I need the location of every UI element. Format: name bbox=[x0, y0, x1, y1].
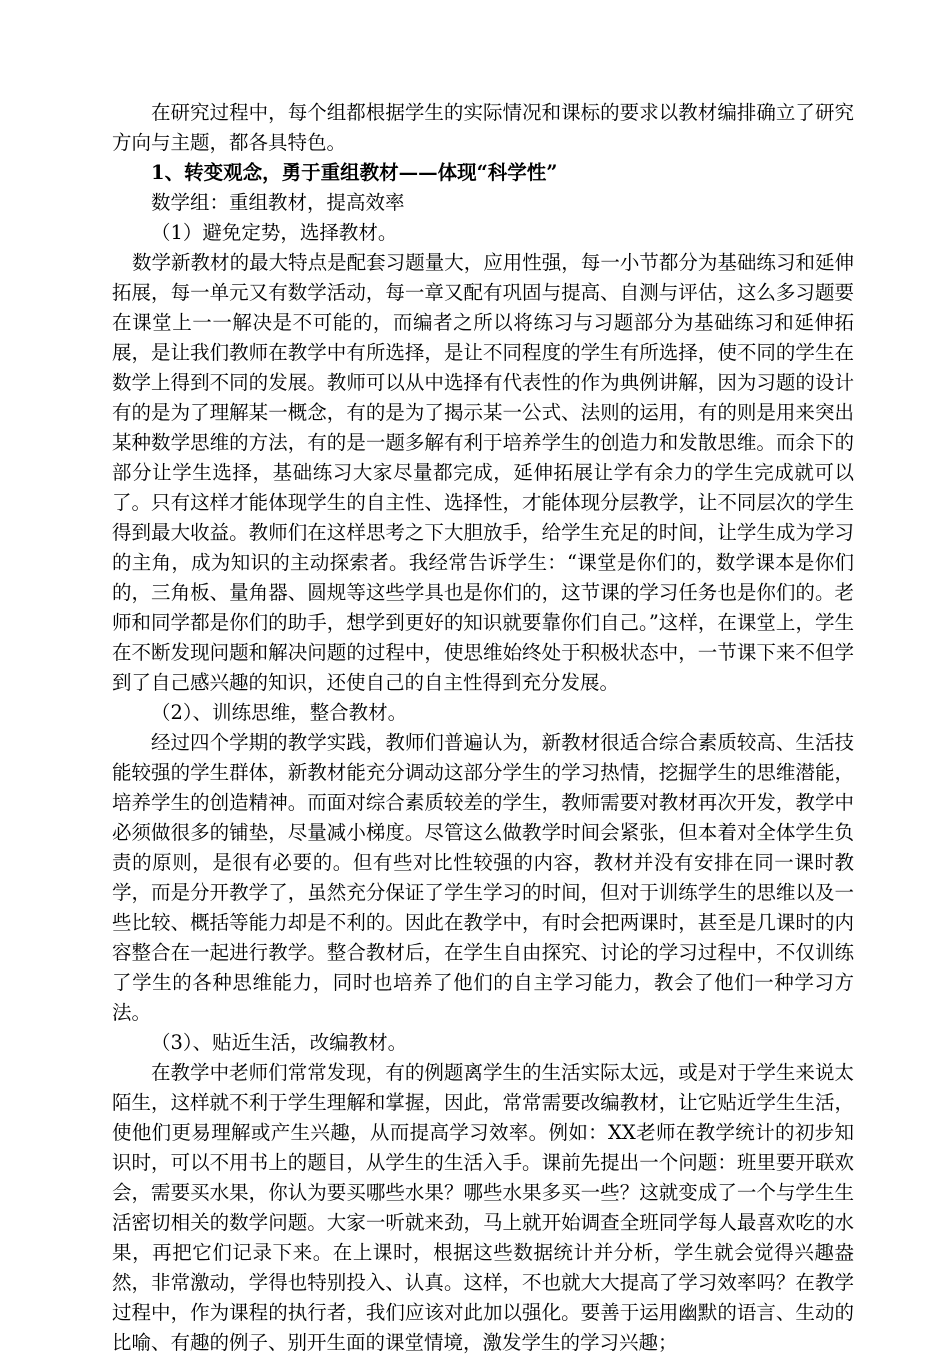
item2-body: 经过四个学期的教学实践，教师们普遍认为，新教材很适合综合素质较高、生活技能较强的学生群体，新教材能充分调动这部分学生的学习热情，挖掘学生的思维潜能，培养学生的创造精神。而面对综合素质较差的学生，教师需要对教材再次开发，教学中必须做很多的铺垫，尽量减小梯度。尽管这么做教学时间会紧张，但本着对全体学生负责的原则，是很有必要的。但有些对比性较强的内容，教材并没有安排在同一课时教学，而是分开教学了，虽然充分保证了学生学习的时间，但对于训练学生的思维以及一些比较、概括等能力却是不利的。因此在教学中，有时会把两课时，甚至是几课时的内容整合在一起进行教学。整合教材后，在学生自由探究、讨论的学习过程中，不仅训练了学生的各种思维能力，同时也培养了他们的自主学习能力，教会了他们一种学习方法。 bbox=[112, 731, 854, 1024]
document-page bbox=[112, 98, 854, 1358]
item1-title: （1）避免定势，选择教材。 bbox=[151, 221, 398, 244]
item3-body: 在教学中老师们常常发现，有的例题离学生的生活实际太远，或是对于学生来说太陌生，这样就不利于学生理解和掌握，因此，常常需要改编教材，让它贴近学生生活，使他们更易理解或产生兴趣，从而提高学习效率。例如：XX老师在教学统计的初步知识时，可以不用书上的题目，从学生的生活入手。课前先提出一个问题：班里要开联欢会，需要买水果，你认为要买哪些水果？哪些水果多买一些？这就变成了一个与学生生活密切相关的数学问题。大家一听就来劲，马上就开始调查全班同学每人最喜欢吃的水果，再把它们记录下来。在上课时，根据这些数据统计并分析，学生就会觉得兴趣盎然，非常激动，学得也特别投入、认真。这样，不也就大大提高了学习效率吗？在教学过程中，作为课程的执行者，我们应该对此加以强化。要善于运用幽默的语言、生动的比喻、有趣的例子、别开生面的课堂情境，激发学生的学习兴趣； bbox=[112, 1061, 854, 1354]
item3-title: （3）、贴近生活，改编教材。 bbox=[151, 1031, 408, 1054]
intro-paragraph: 在研究过程中，每个组都根据学生的实际情况和课标的要求以教材编排确立了研究方向与主题，都各具特色。 bbox=[112, 101, 854, 154]
item2-title: （2）、训练思维，整合教材。 bbox=[151, 701, 408, 724]
group-subheading: 数学组：重组教材，提高效率 bbox=[151, 191, 405, 214]
section-heading: 1、转变观念，勇于重组教材——体现“科学性” bbox=[151, 161, 558, 184]
item1-body: 数学新教材的最大特点是配套习题量大，应用性强，每一小节都分为基础练习和延伸拓展，每一单元又有数学活动，每一章又配有巩固与提高、自测与评估，这么多习题要在课堂上一一解决是不可能的，而编者之所以将练习与习题部分为基础练习和延伸拓展，是让我们教师在教学中有所选择，是让不同程度的学生有所选择，使不同的学生在数学上得到不同的发展。教师可以从中选择有代表性的作为典例讲解，因为习题的设计有的是为了理解某一概念，有的是为了揭示某一公式、法则的运用，有的则是用来突出某种数学思维的方法，有的是一题多解有利于培养学生的创造力和发散思维。而余下的部分让学生选择，基础练习大家尽量都完成，延伸拓展让学有余力的学生完成就可以了。只有这样才能体现学生的自主性、选择性，才能体现分层教学，让不同层次的学生得到最大收益。教师们在这样思考之下大胆放手，给学生充足的时间，让学生成为学习的主角，成为知识的主动探索者。我经常告诉学生：“课堂是你们的，数学课本是你们的，三角板、量角器、圆规等这些学具也是你们的，这节课的学习任务也是你们的。老师和同学都是你们的助手，想学到更好的知识就要靠你们自己。”这样，在课堂上，学生在不断发现问题和解决问题的过程中，使思维始终处于积极状态中，一节课下来不但学到了自己感兴趣的知识，还使自己的自主性得到充分发展。 bbox=[112, 251, 854, 694]
